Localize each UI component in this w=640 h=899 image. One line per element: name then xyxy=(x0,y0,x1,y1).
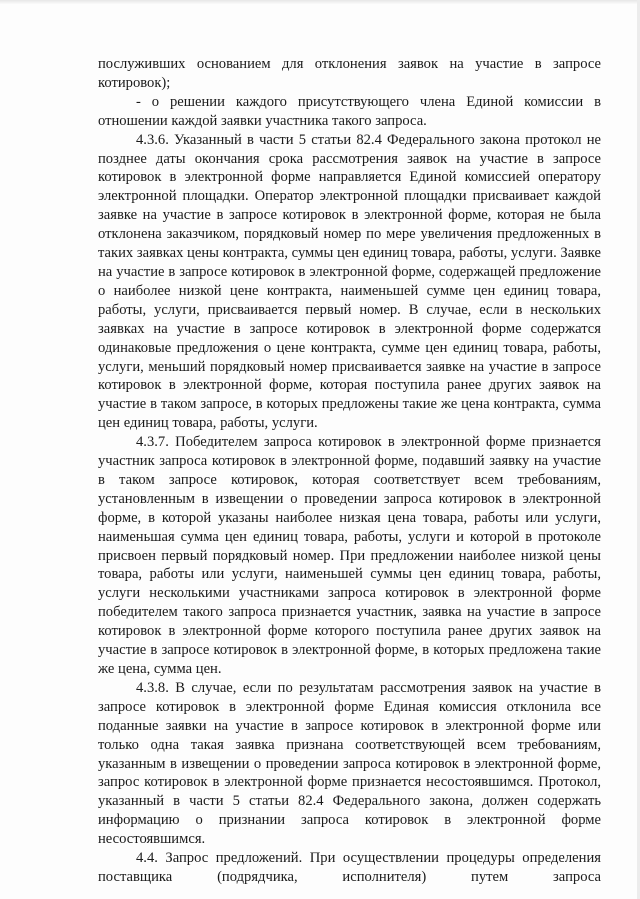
paragraph-4-3-7: 4.3.7. Победителем запроса котировок в электронной форме признается участник запроса котировок в электронной форме, подавший заявку на участие в таком запросе котировок, которая соответствует всем требованиям, установленным в извещении о проведении запроса котировок в электронной форме, в которой указаны наиболее низкая цена товара, работы или услуги, наименьшая сумма цен единиц товара, работы, услуги и которой в протоколе присвоен первый порядковый номер. При предложении наиболее низкой цены товара, работы или услуги, наименьшей суммы цен единиц товара, работы, услуги несколькими участниками запроса котировок в электронной форме победителем такого запроса признается участник, заявка на участие в запросе котировок в электронной форме которого поступила ранее других заявок на участие в запросе котировок в электронной форме, в которых предложена такие же цена, сумма цен. xyxy=(98,434,601,677)
paragraph-decision-item: - о решении каждого присутствующего члена Единой комиссии в отношении каждой заявки участника такого запроса. xyxy=(98,93,601,129)
paragraph-4-3-8: 4.3.8. В случае, если по результатам рассмотрения заявок на участие в запросе котировок в электронной форме Единая комиссия отклонила все поданные заявки на участие в запросе котировок в электронной форме или только одна такая заявка признана соответствующей всем требованиям, указанным в извещении о проведении запроса котировок в электронной форме, запрос котировок в электронной форме признается несостоявшимся. Протокол, указанный в части 5 статьи 82.4 Федерального закона, должен содержать информацию о признании запроса котировок в электронной форме несостоявшимся. xyxy=(98,679,601,848)
paragraph-4-4: 4.4. Запрос предложений. При осуществлении процедуры определения поставщика (подрядчика, исполнителя) путем запроса xyxy=(98,850,601,885)
paragraph-continuation: послуживших основанием для отклонения заявок на участие в запросе котировок); xyxy=(98,56,601,91)
document-body xyxy=(98,55,601,887)
scan-edge-top xyxy=(0,0,640,4)
paragraph-4-3-6: 4.3.6. Указанный в части 5 статьи 82.4 Федерального закона протокол не позднее даты окончания срока рассмотрения заявок на участие в запросе котировок в электронной форме направляется Единой комиссией оператору электронной площадки. Оператор электронной площадки присваивает каждой заявке на участие в запросе котировок в электронной форме, которая не была отклонена заказчиком, порядковый номер по мере увеличения предложенных в таких заявках цены контракта, суммы цен единиц товара, работы, услуги. Заявке на участие в запросе котировок в электронной форме, содержащей предложение о наиболее низкой цене контракта, наименьшей сумме цен единиц товара, работы, услуги, присваивается первый номер. В случае, если в нескольких заявках на участие в запросе котировок в электронной форме содержатся одинаковые предложения о цене контракта, сумме цен единиц товара, работы, услуги, меньший порядковый номер присваивается заявке на участие в запросе котировок в электронной форме, которая поступила ранее других заявок на участие в таком запросе, в которых предложены такие же цена контракта, сумма цен единиц товара, работы, услуги. xyxy=(98,131,601,432)
